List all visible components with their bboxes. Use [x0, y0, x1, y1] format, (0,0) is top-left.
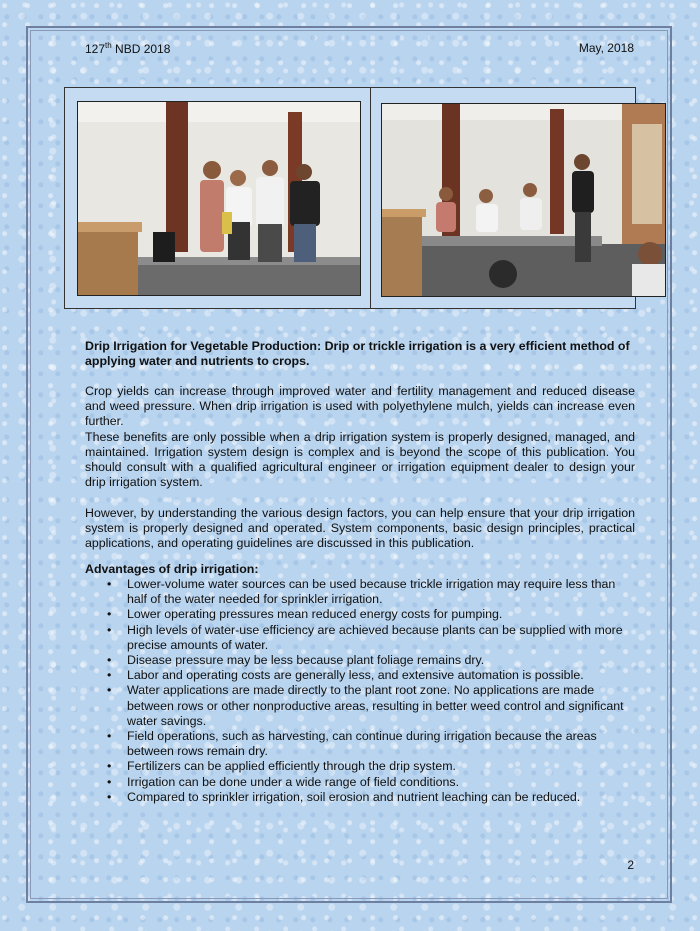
list-item-text: Lower-volume water sources can be used because trickle irrigation may require less than half of the water needed for sprinkler irrigation. [127, 577, 616, 607]
bullet-icon: • [107, 668, 112, 683]
intro-heading: Drip Irrigation for Vegetable Production: Drip or trickle irrigation is a very efficient method of applying water and nutrients to crops. [85, 339, 630, 369]
paragraph-benefits-a: Crop yields can increase through improved water and fertility management and reduced disease and weed pressure. When drip irrigation is used with polyethylene mulch, yields can increase even further. [85, 384, 635, 429]
list-item [85, 577, 635, 607]
photo-presentation [381, 103, 666, 297]
issue-header [85, 41, 170, 56]
list-item-text: Labor and operating costs are generally less, and extensive automation is possible. [127, 668, 584, 683]
list-item [85, 790, 635, 805]
list-item [85, 729, 635, 759]
list-item [85, 607, 635, 622]
list-item [85, 668, 635, 683]
paragraph-benefits [85, 384, 635, 490]
bullet-icon: • [107, 622, 112, 637]
advantages-list [85, 577, 635, 805]
list-item [85, 683, 635, 729]
issue-suffix: th [105, 41, 112, 50]
issue-number: 127 [85, 42, 106, 56]
list-item-text: Water applications are made directly to the plant root zone. No applications are made between rows or other nonproductive areas, resulting in better weed control and significant water savings. [127, 683, 624, 728]
list-item-text: Compared to sprinkler irrigation, soil erosion and nutrient leaching can be reduced. [127, 789, 581, 804]
bullet-icon: • [107, 759, 112, 774]
list-item [85, 775, 635, 790]
paragraph-design-factors: However, by understanding the various design factors, you can help ensure that your drip irrigation system is properly designed and operated. System components, basic design principles, practical applications, and operating guidelines are discussed in this publication. [85, 506, 635, 551]
bullet-icon: • [107, 577, 112, 591]
advantages-title: Advantages of drip irrigation: [85, 562, 259, 576]
bullet-icon: • [107, 607, 112, 622]
list-item [85, 623, 635, 653]
bullet-icon: • [107, 774, 112, 789]
list-item-text: Lower operating pressures mean reduced energy costs for pumping. [127, 607, 503, 622]
issue-label: NBD 2018 [111, 42, 171, 56]
list-item-text: Irrigation can be done under a wide range of field conditions. [127, 774, 460, 789]
photo-divider [370, 87, 371, 309]
list-item-text: Disease pressure may be less because plant foliage remains dry. [127, 653, 485, 668]
list-item [85, 759, 635, 774]
page-number: 2 [627, 858, 634, 872]
issue-date: May, 2018 [578, 41, 634, 55]
photo-award-ceremony [77, 101, 361, 296]
bullet-icon: • [107, 653, 112, 668]
list-item-text: Fertilizers can be applied efficiently through the drip system. [127, 759, 456, 774]
paragraph-benefits-b: These benefits are only possible when a drip irrigation system is properly designed, managed, and maintained. Irrigation system design is complex and is beyond the scope of this publication. You should consult with a qualified agricultural engineer or irrigation equipment dealer to design your drip irrigation system. [85, 429, 635, 490]
bullet-icon: • [107, 789, 112, 804]
bullet-icon: • [107, 683, 112, 698]
bullet-icon: • [107, 729, 112, 744]
list-item-text: Field operations, such as harvesting, can continue during irrigation because the areas between rows remain dry. [127, 729, 597, 759]
list-item-text: High levels of water-use efficiency are achieved because plants can be supplied with more precise amounts of water. [127, 622, 623, 652]
list-item [85, 653, 635, 668]
